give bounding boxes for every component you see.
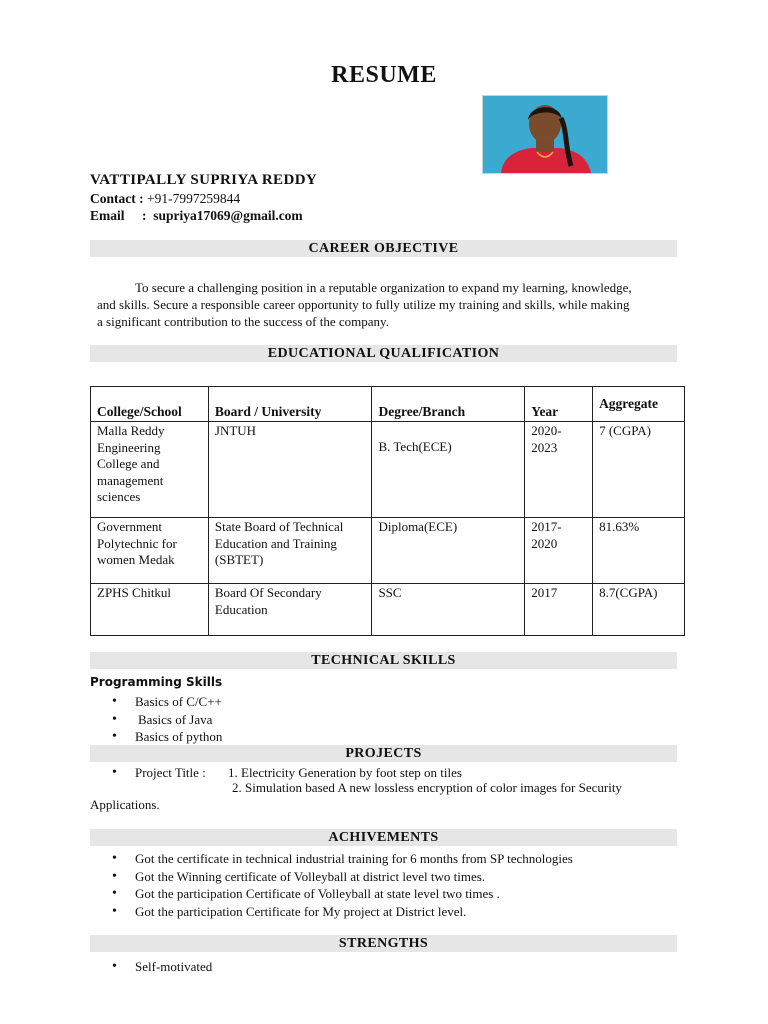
contact-line <box>90 191 240 207</box>
career-objective-text <box>97 279 672 330</box>
table-header: Board / University <box>208 387 372 422</box>
table-row <box>91 518 685 584</box>
strengths-heading: STRENGTHS <box>90 935 677 952</box>
email-separator: : <box>142 208 147 223</box>
technical-skills-heading: TECHNICAL SKILLS <box>90 652 677 669</box>
table-header: College/School <box>91 387 209 422</box>
education-table <box>90 386 685 636</box>
list-item: • Got the participation Certificate for My project at District level. <box>112 903 573 921</box>
table-header: Year <box>525 387 593 422</box>
table-cell: JNTUH <box>208 422 372 518</box>
table-cell: State Board of Technical Education and Training (SBTET) <box>208 518 372 584</box>
table-cell: 7 (CGPA) <box>593 422 685 518</box>
table-cell: 2017 <box>525 584 593 636</box>
objective-line-2: and skills. Secure a responsible career opportunity to fully utilize my training and skills, while making <box>97 297 630 312</box>
email-value: supriya17069@gmail.com <box>153 208 303 223</box>
achievements-heading: ACHIVEMENTS <box>90 829 677 846</box>
table-cell: 2017-2020 <box>525 518 593 584</box>
list-item: • Basics of Java <box>112 711 222 729</box>
programming-skills-subheading: Programming Skills <box>90 675 223 689</box>
email-label: Email <box>90 208 125 223</box>
profile-photo-icon <box>483 96 607 173</box>
objective-line-3: a significant contribution to the success of the company. <box>97 314 389 329</box>
table-cell: Board Of Secondary Education <box>208 584 372 636</box>
table-cell: Malla Reddy Engineering College and management sciences <box>91 422 209 518</box>
project-title-label: Project Title : <box>135 765 206 780</box>
strengths-list <box>112 958 212 976</box>
table-row <box>91 584 685 636</box>
table-cell: ZPHS Chitkul <box>91 584 209 636</box>
project-entry <box>112 764 462 781</box>
table-cell: Diploma(ECE) <box>372 518 525 584</box>
candidate-name: VATTIPALLY SUPRIYA REDDY <box>90 172 318 188</box>
table-header-row <box>91 387 685 422</box>
projects-heading: PROJECTS <box>90 745 677 762</box>
skills-list <box>112 693 222 746</box>
contact-value: +91-7997259844 <box>147 191 241 206</box>
project-item-1: 1. Electricity Generation by foot step on tiles <box>228 765 462 780</box>
resume-title: RESUME <box>331 62 437 88</box>
list-item: • Self-motivated <box>112 958 212 976</box>
list-item: • Got the participation Certificate of Volleyball at state level two times . <box>112 885 573 903</box>
profile-photo <box>482 95 608 174</box>
table-cell: Government Polytechnic for women Medak <box>91 518 209 584</box>
email-line <box>90 208 303 224</box>
contact-label: Contact : <box>90 191 144 206</box>
table-header: Aggregate <box>593 387 685 422</box>
list-item: • Basics of C/C++ <box>112 693 222 711</box>
education-heading: EDUCATIONAL QUALIFICATION <box>90 345 677 362</box>
table-cell: SSC <box>372 584 525 636</box>
project-item-2: 2. Simulation based A new lossless encryption of color images for Security <box>232 780 622 795</box>
list-item: • Got the certificate in technical industrial training for 6 months from SP technologies <box>112 850 573 868</box>
table-cell: 8.7(CGPA) <box>593 584 685 636</box>
career-objective-heading: CAREER OBJECTIVE <box>90 240 677 257</box>
table-cell: 81.63% <box>593 518 685 584</box>
objective-line-1: To secure a challenging position in a reputable organization to expand my learning, knowledge, <box>135 280 632 295</box>
table-cell: B. Tech(ECE) <box>372 422 525 518</box>
achievements-list <box>112 850 573 920</box>
list-item: • Basics of python <box>112 728 222 746</box>
list-item: • Got the Winning certificate of Volleyball at district level two times. <box>112 868 573 886</box>
table-header: Degree/Branch <box>372 387 525 422</box>
project-item-2-continued: Applications. <box>90 797 160 812</box>
table-row <box>91 422 685 518</box>
table-cell: 2020-2023 <box>525 422 593 518</box>
